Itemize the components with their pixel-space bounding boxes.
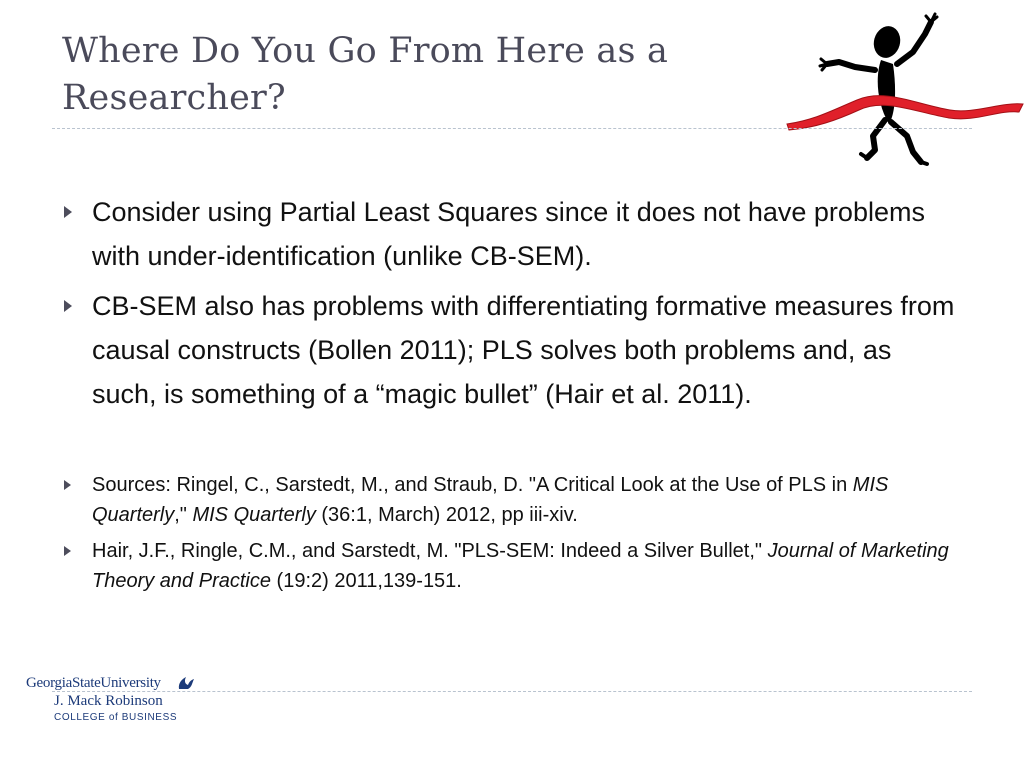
flame-icon	[176, 675, 196, 691]
source-text-pre: Hair, J.F., Ringle, C.M., and Sarstedt, M. "PLS-SEM: Indeed a Silver Bullet,"	[92, 540, 768, 562]
source-text-post: (36:1, March) 2012, pp iii-xiv.	[315, 504, 578, 526]
bullet-arrow-icon	[64, 206, 72, 218]
source-text-pre: Sources: Ringel, C., Sarstedt, M., and Straub, D. "A Critical Look at the Use of PLS in	[92, 474, 853, 496]
spacer	[62, 422, 962, 470]
bullet-arrow-icon	[64, 300, 72, 312]
bullet-arrow-icon	[64, 480, 71, 490]
source-item	[62, 470, 962, 530]
logo-college-name: COLLEGE of BUSINESS	[54, 712, 178, 723]
source-journal: MIS Quarterly	[192, 504, 316, 526]
university-logo	[26, 673, 226, 733]
bullet-item	[62, 284, 962, 416]
bullet-text: Consider using Partial Least Squares since it does not have problems with under-identification (unlike CB-SEM).	[92, 197, 925, 271]
source-journal: MIS Quarterly	[92, 474, 889, 526]
bullet-arrow-icon	[64, 546, 71, 556]
logo-university-name: GeorgiaStateUniversity	[26, 675, 161, 691]
bullet-text: CB-SEM also has problems with differentiating formative measures from causal constructs (Bollen 2011); PLS solves both problems and, as such, is something of a “magic bullet” (Hair et al. 2011).	[92, 291, 955, 409]
source-item	[62, 536, 962, 596]
source-text-mid: ,"	[174, 504, 193, 526]
bullet-item	[62, 190, 962, 278]
logo-school-name: J. Mack Robinson	[54, 693, 163, 709]
bullet-list	[62, 190, 962, 602]
slide-title: Where Do You Go From Here as a Researcher?	[62, 31, 669, 118]
top-divider	[52, 128, 972, 129]
source-journal: Journal of Marketing Theory and Practice	[92, 540, 949, 592]
runner-finish-line-icon	[785, 12, 1024, 182]
source-text-post: (19:2) 2011,139-151.	[270, 570, 462, 592]
